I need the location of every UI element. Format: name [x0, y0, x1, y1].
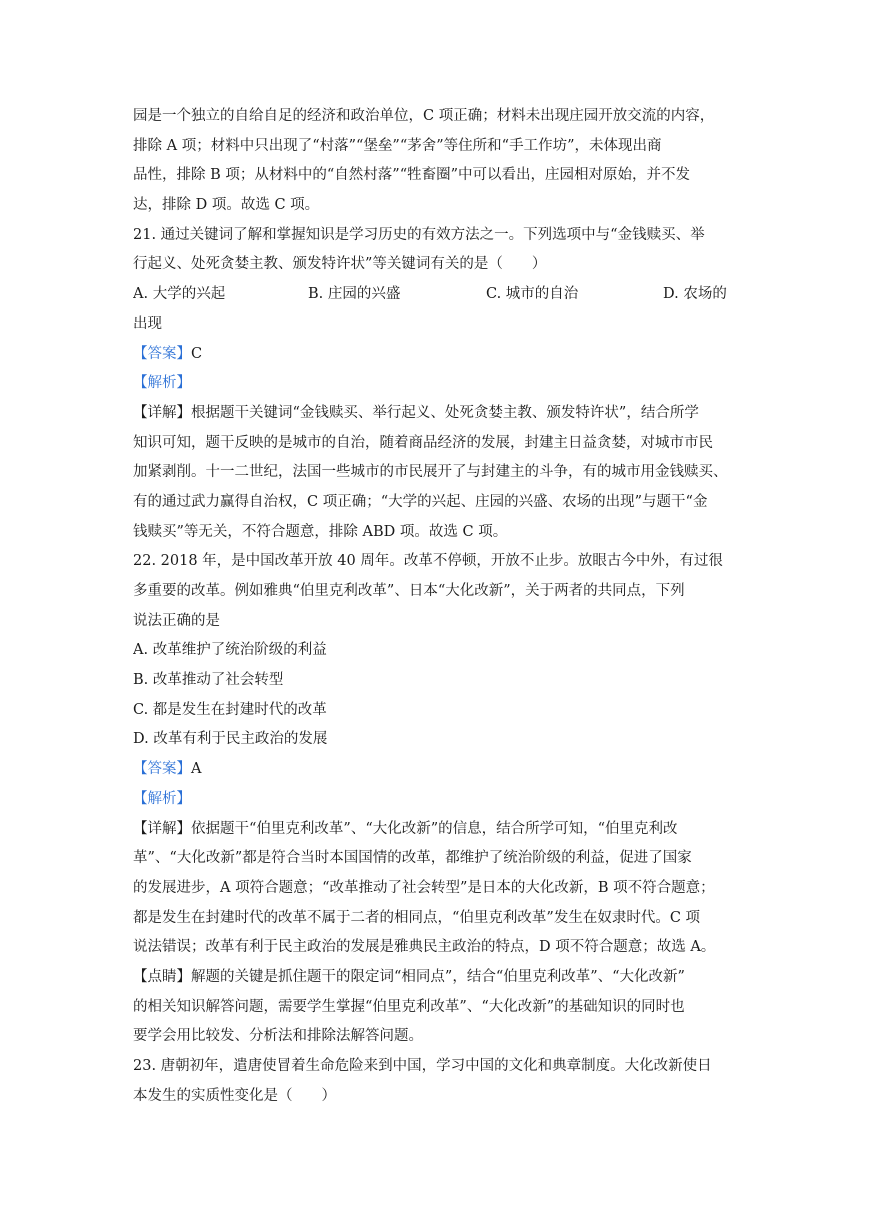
option-a: A. 大学的兴起 [133, 286, 226, 303]
option-c: C. 都是发生在封建时代的改革 [133, 701, 327, 718]
answer-tag: 【答案】 [133, 345, 191, 362]
analysis-heading [133, 785, 741, 815]
detail-line [133, 399, 741, 429]
analysis-heading [133, 369, 741, 399]
detail-line [133, 815, 741, 845]
detail-line: 钱赎买”等无关，不符合题意，排除 ABD 项。故选 C 项。 [133, 523, 508, 540]
tip-line: 要学会用比较发、分析法和排除法解答问题。 [133, 1028, 423, 1045]
detail-line: 加紧剥削。十一二世纪，法国一些城市的市民展开了与封建主的斗争，有的城市用金钱赎买、 [133, 464, 728, 481]
question-23-stem: 23. 唐朝初年，遣唐使冒着生命危险来到中国，学习中国的文化和典章制度。大化改新使日 [133, 1058, 712, 1074]
detail-tag: 【详解】 [133, 404, 191, 421]
tip-line: 的相关知识解答问题，需要学生掌握“伯里克利改革”、“大化改新”的基础知识的同时也 [133, 998, 685, 1015]
intro-line: 品性，排除 B 项；从材料中的“自然村落”“牲畜圈”中可以看出，庄园相对原始，并不发 [133, 167, 691, 184]
tip-tag: 【点睛】 [133, 968, 191, 985]
option-c: C. 城市的自治 [486, 286, 579, 303]
intro-line: 园是一个独立的自给自足的经济和政治单位，C 项正确；材料未出现庄园开放交流的内容， [133, 108, 715, 124]
detail-text: 根据题干关键词“金钱赎买、举行起义、处死贪婪主教、颁发特许状”，结合所学 [191, 404, 699, 421]
analysis-tag: 【解析】 [133, 790, 191, 807]
detail-tag: 【详解】 [133, 820, 191, 837]
question-21-options [133, 280, 741, 310]
answer-value: A [191, 761, 202, 778]
detail-line: 革”、“大化改新”都是符合当时本国国情的改革，都维护了统治阶级的利益，促进了国家 [133, 850, 692, 867]
question-23-stem: 本发生的实质性变化是（ ） [133, 1087, 336, 1104]
option-d-wrap: 出现 [133, 315, 162, 332]
option-b: B. 庄园的兴盛 [308, 286, 401, 303]
detail-line: 有的通过武力赢得自治权，C 项正确；“大学的兴起、庄园的兴盛、农场的出现”与题干“金 [133, 493, 708, 510]
question-22-stem: 说法正确的是 [133, 612, 220, 629]
detail-line: 的发展进步，A 项符合题意；“改革推动了社会转型”是日本的大化改新，B 项不符合题意； [133, 879, 715, 896]
answer-value: C [191, 345, 203, 362]
document-content [133, 102, 741, 1111]
detail-text: 依据题干“伯里克利改革”、“大化改新”的信息，结合所学可知，“伯里克利改 [191, 820, 678, 837]
option-b: B. 改革推动了社会转型 [133, 672, 284, 689]
intro-line: 排除 A 项；材料中只出现了“村落”“堡垒”“茅舍”等住所和“手工作坊”，未体现出商 [133, 137, 662, 154]
tip-text: 解题的关键是抓住题干的限定词“相同点”，结合“伯里克利改革”、“大化改新” [191, 968, 685, 985]
answer-line [133, 340, 741, 370]
answer-line [133, 755, 741, 785]
intro-line: 达，排除 D 项。故选 C 项。 [133, 197, 320, 214]
detail-line: 都是发生在封建时代的改革不属于二者的相同点，“伯里克利改革”发生在奴隶时代。C 项 [133, 909, 701, 926]
option-a: A. 改革维护了统治阶级的利益 [133, 642, 327, 659]
detail-line: 知识可知，题干反映的是城市的自治，随着商品经济的发展，封建主日益贪婪，对城市市民 [133, 434, 713, 451]
detail-line: 说法错误；改革有利于民主政治的发展是雅典民主政治的特点，D 项不符合题意；故选 A。 [133, 939, 716, 956]
analysis-tag: 【解析】 [133, 375, 191, 392]
question-21-stem: 21. 通过关键词了解和掌握知识是学习历史的有效方法之一。下列选项中与“金钱赎买、举 [133, 226, 705, 243]
tip-line [133, 963, 741, 993]
option-d: D. 农场的 [663, 286, 727, 303]
question-22-stem: 多重要的改革。例如雅典“伯里克利改革”、日本“大化改新”，关于两者的共同点，下列 [133, 583, 685, 599]
answer-tag: 【答案】 [133, 761, 191, 778]
option-d: D. 改革有利于民主政治的发展 [133, 731, 328, 748]
question-21-stem: 行起义、处死贪婪主教、颁发特许状”等关键词有关的是（ ） [133, 256, 547, 273]
question-22-stem: 22. 2018 年，是中国改革开放 40 周年。改革不停顿，开放不止步。放眼古今中外，有过很 [133, 553, 723, 570]
